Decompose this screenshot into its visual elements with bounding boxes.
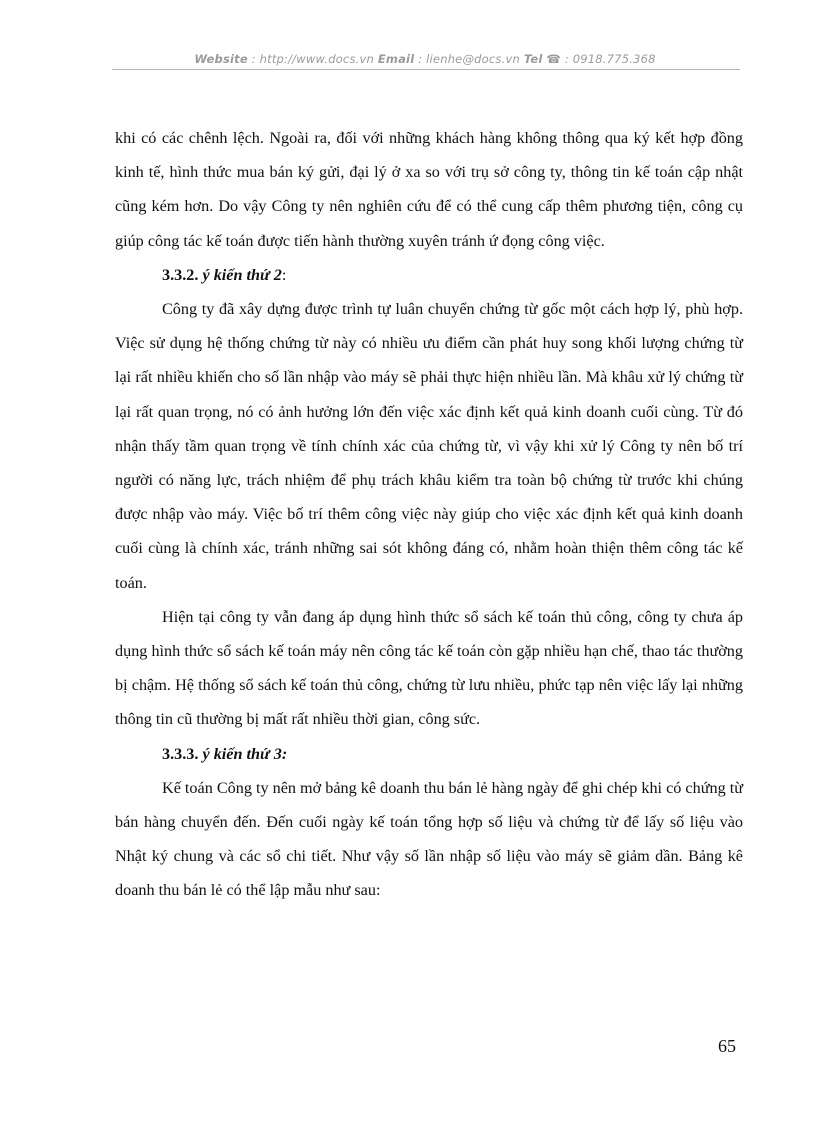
email-label: Email [377,52,415,66]
website-url: http://www.docs.vn [259,52,374,66]
tel-separator: : [560,52,573,66]
section-number: 3.3.2. [162,265,199,284]
email-separator: : [414,52,427,66]
section-title: ý kiến thứ 3: [198,744,288,763]
paragraph: Công ty đã xây dựng được trình tự luân chuyển chứng từ gốc một cách hợp lý, phù hợp. Việc sử dụng hệ thống chứng từ này có nhiều ưu điểm cần phát huy song khối lượng chứng từ lại rất nhiều khiến cho số lần nhập vào máy sẽ phải thực hiện nhiều lần. Mà khâu xử lý chứng từ lại rất quan trọng, nó có ảnh hưởng lớn đến việc xác định kết quả kinh doanh cuối cùng. Từ đó nhận thấy tầm quan trọng về tính chính xác của chứng từ, vì vậy khi xử lý Công ty nên bố trí người có năng lực, trách nhiệm để phụ trách khâu kiểm tra toàn bộ chứng từ trước khi chúng được nhập vào máy. Việc bố trí thêm công việc này giúp cho việc xác định kết quả kinh doanh cuối cùng là chính xác, tránh những sai sót không đáng có, nhằm hoàn thiện thêm công tác kế toán. [115,300,743,592]
section-title: ý kiến thứ 2 [198,265,282,284]
document-body [115,121,743,908]
section-heading-3-3-3 [115,737,743,771]
phone-icon: ☎ [546,52,561,66]
paragraph: Kế toán Công ty nên mở bảng kê doanh thu bán lẻ hàng ngày để ghi chép khi có chứng từ bán hàng chuyển đến. Đến cuối ngày kế toán tổng hợp số liệu và chứng từ để lấy số liệu vào Nhật ký chung và các sổ chi tiết. Như vậy số lần nhập số liệu vào máy sẽ giảm dần. Bảng kê doanh thu bán lẻ có thể lập mẫu như sau: [115,778,743,900]
tel-label: Tel [523,52,543,66]
section-colon: : [281,265,287,284]
website-separator: : [247,52,260,66]
paragraph: Hiện tại công ty vẫn đang áp dụng hình thức sổ sách kế toán thủ công, công ty chưa áp dụng hình thức sổ sách kế toán máy nên công tác kế toán còn gặp nhiều hạn chế, thao tác thường bị chậm. Hệ thống sổ sách kế toán thủ công, chứng từ lưu nhiều, phức tạp nên việc lấy lại những thông tin cũ thường bị mất rất nhiều thời gian, công sức. [115,607,743,729]
page-header [110,52,740,66]
page-number: 65 [718,1036,736,1056]
tel-number: 0918.775.368 [572,52,656,66]
website-label: Website [194,52,248,66]
section-number: 3.3.3. [162,744,199,763]
section-heading-3-3-2 [115,258,743,292]
paragraph-continued: khi có các chênh lệch. Ngoài ra, đối với những khách hàng không thông qua ký kết hợp đồng kinh tế, hình thức mua bán ký gửi, đại lý ở xa so với trụ sở công ty, thông tin kế toán cập nhật cũng kém hơn. Do vậy Công ty nên nghiên cứu để có thể cung cấp thêm phương tiện, công cụ giúp công tác kế toán được tiến hành thường xuyên tránh ứ đọng công việc. [115,129,743,250]
header-divider [112,69,740,70]
email-address: lienhe@docs.vn [426,52,520,66]
